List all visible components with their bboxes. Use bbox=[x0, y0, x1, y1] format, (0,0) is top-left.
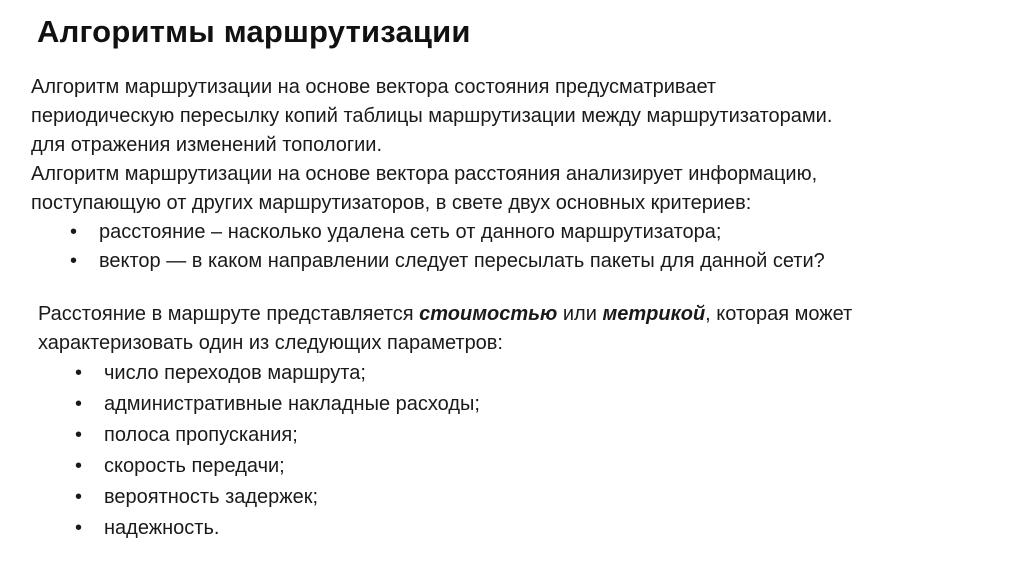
text-line: характеризовать один из следующих параметров: bbox=[38, 332, 503, 354]
list-item-text: скорость передачи; bbox=[104, 455, 285, 477]
bullet-icon: • bbox=[75, 455, 83, 477]
list-item-text: надежность. bbox=[104, 517, 220, 539]
emphasis-metric: метрикой bbox=[602, 303, 706, 325]
slide-title: Алгоритмы маршрутизации bbox=[37, 14, 471, 49]
bullet-icon: • bbox=[70, 221, 78, 243]
text-line: для отражения изменений топологии. bbox=[31, 134, 383, 156]
list-item-text: вектор — в каком направлении следует пересылать пакеты для данной сети? bbox=[99, 250, 825, 272]
list-item bbox=[31, 247, 1011, 276]
list-item bbox=[38, 482, 1008, 513]
intro-text: Расстояние в маршруте представляется bbox=[38, 303, 420, 325]
parameters-list bbox=[38, 358, 1008, 544]
intro-text: , которая может bbox=[705, 303, 853, 325]
list-item bbox=[38, 513, 1008, 544]
bullet-icon: • bbox=[75, 424, 83, 446]
list-item-text: расстояние – насколько удалена сеть от данного маршрутизатора; bbox=[99, 221, 722, 243]
intro-text: или bbox=[557, 303, 603, 325]
bullet-icon: • bbox=[75, 486, 83, 508]
list-item-text: вероятность задержек; bbox=[104, 486, 319, 508]
list-item-text: административные накладные расходы; bbox=[104, 393, 480, 415]
bullet-icon: • bbox=[70, 250, 78, 272]
criteria-list bbox=[31, 218, 1011, 276]
list-item-text: полоса пропускания; bbox=[104, 424, 298, 446]
list-item bbox=[38, 358, 1008, 389]
bullet-icon: • bbox=[75, 362, 83, 384]
list-item bbox=[38, 451, 1008, 482]
text-line: поступающую от других маршрутизаторов, в свете двух основных критериев: bbox=[31, 192, 752, 214]
paragraph-metric bbox=[38, 300, 1008, 544]
text-line: периодическую пересылку копий таблицы маршрутизации между маршрутизаторами. bbox=[31, 105, 833, 127]
paragraph-routing-vectors bbox=[31, 73, 1011, 276]
list-item-text: число переходов маршрута; bbox=[104, 362, 366, 384]
list-item bbox=[38, 420, 1008, 451]
list-item bbox=[38, 389, 1008, 420]
list-item bbox=[31, 218, 1011, 247]
text-line: Алгоритм маршрутизации на основе вектора состояния предусматривает bbox=[31, 76, 717, 98]
bullet-icon: • bbox=[75, 393, 83, 415]
emphasis-cost: стоимостью bbox=[419, 303, 558, 325]
text-line: Алгоритм маршрутизации на основе вектора расстояния анализирует информацию, bbox=[31, 163, 818, 185]
text-line bbox=[38, 300, 1008, 329]
bullet-icon: • bbox=[75, 517, 83, 539]
